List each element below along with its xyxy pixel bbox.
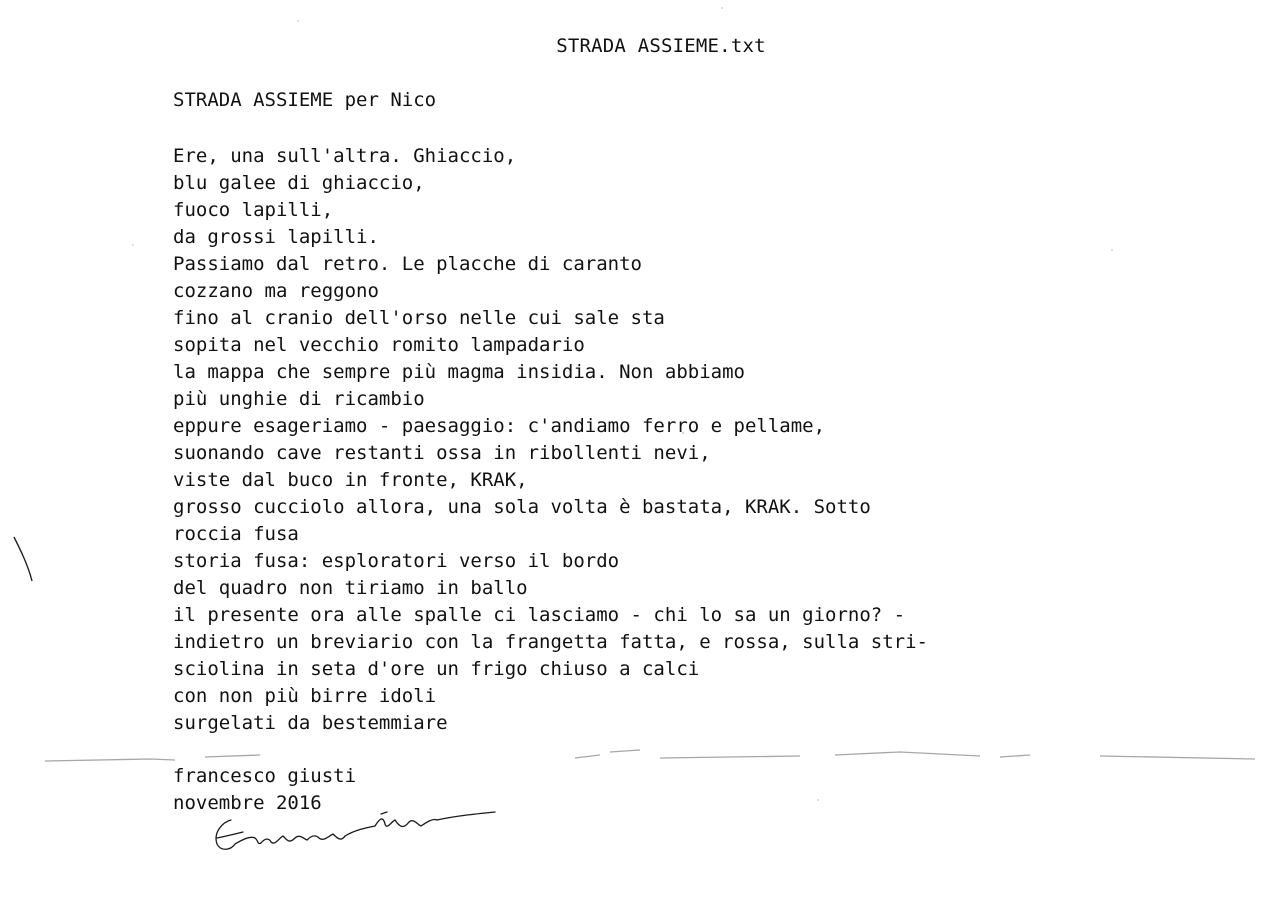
poem-line: la mappa che sempre più magma insidia. Non abbiamo — [173, 361, 745, 383]
handwritten-signature — [205, 808, 505, 878]
poem-line: sopita nel vecchio romito lampadario — [173, 334, 585, 356]
date-line: novembre 2016 — [173, 792, 322, 814]
file-title: STRADA ASSIEME.txt — [556, 35, 766, 57]
author-name: francesco giusti — [173, 765, 357, 787]
poem-line: roccia fusa — [173, 523, 299, 545]
poem-line: grosso cucciolo allora, una sola volta è bastata, KRAK. Sotto — [173, 496, 871, 518]
margin-stroke — [10, 535, 40, 585]
poem-line: storia fusa: esploratori verso il bordo — [173, 550, 620, 572]
poem-line: più unghie di ricambio — [173, 388, 425, 410]
poem-body — [173, 143, 928, 737]
poem-line: eppure esageriamo - paesaggio: c'andiamo ferro e pellame, — [173, 415, 826, 437]
poem-line: fino al cranio dell'orso nelle cui sale sta — [173, 307, 665, 329]
poem-line: del quadro non tiriamo in ballo — [173, 577, 528, 599]
poem-line: cozzano ma reggono — [173, 280, 379, 302]
poem-line: indietro un breviario con la frangetta fatta, e rossa, sulla stri- — [173, 631, 928, 653]
poem-line: con non più birre idoli — [173, 685, 437, 707]
poem-line: sciolina in seta d'ore un frigo chiuso a calci — [173, 658, 700, 680]
poem-line: surgelati da bestemmiare — [173, 712, 448, 734]
poem-line: Ere, una sull'altra. Ghiaccio, — [173, 145, 517, 167]
poem-line: fuoco lapilli, — [173, 199, 334, 221]
poem-line: il presente ora alle spalle ci lasciamo - chi lo sa un giorno? - — [173, 604, 906, 626]
poem-line: da grossi lapilli. — [173, 226, 379, 248]
poem-line: suonando cave restanti ossa in ribollenti nevi, — [173, 442, 711, 464]
poem-line: viste dal buco in fronte, KRAK, — [173, 469, 528, 491]
poem-line: blu galee di ghiaccio, — [173, 172, 425, 194]
poem-heading: STRADA ASSIEME per Nico — [173, 89, 437, 111]
poem-line: Passiamo dal retro. Le placche di caranto — [173, 253, 642, 275]
